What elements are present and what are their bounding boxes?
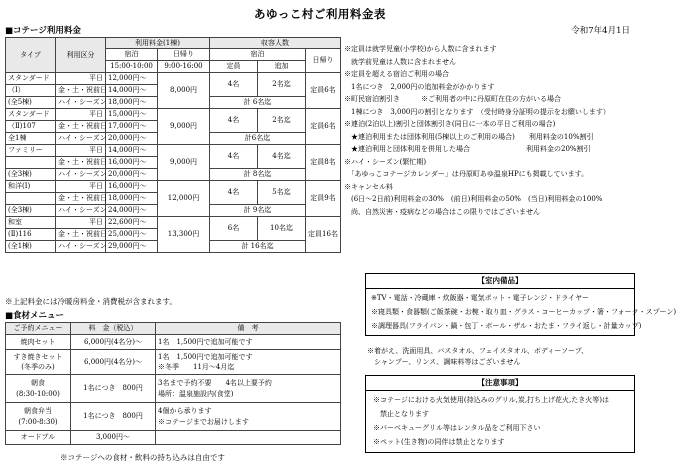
category-cell: 平日 [56, 217, 106, 229]
cottage-type [6, 193, 56, 205]
cottage-section-title: ■コテージ利用料金 [5, 26, 81, 36]
equipment-line: ※TV・電話・冷蔵庫・炊飯器・電気ポット・電子レンジ・ドライヤー [371, 294, 590, 302]
header-remarks: 備 考 [156, 323, 341, 335]
cottage-type: ファミリー [6, 145, 56, 157]
note-line: (6日～2日前)利用料金の30% (前日)利用料金の50% (当日)利用料金の100% [344, 195, 603, 203]
category-cell: 平日 [56, 109, 106, 121]
cottage-type: (全5棟) [6, 97, 56, 109]
header-day: 日帰り [158, 49, 210, 61]
caution-box [365, 375, 635, 453]
cottage-type: 和洋(Ⅰ) [6, 181, 56, 193]
menu-name-text: すき焼きセット [13, 352, 63, 361]
category-cell: 金・土・祝前日 [56, 85, 106, 97]
menu-name-text: 朝食弁当 [24, 406, 52, 415]
capacity-fixed: 4名 [210, 109, 258, 133]
header-stay-time: 15:00-10:00 [106, 61, 158, 73]
caution-line: ※ペット(生き物)の同伴は禁止となります [373, 438, 505, 446]
note-line: ※キャンセル料 [344, 182, 393, 191]
cottage-type: 全1棟 [6, 133, 56, 145]
category-cell: ハイ・シーズン [56, 241, 106, 253]
menu-price: 3,000円～ [71, 431, 156, 445]
day-price: 13,300円 [158, 217, 210, 253]
menu-name-text: 朝食 [31, 378, 45, 387]
cottage-footnote: ※上記料金には冷暖房料金・消費税が含まれます。 [5, 297, 177, 306]
remark-line: 3名まで予約不要 4名以上要予約 [158, 378, 272, 387]
cottage-type: (全3棟) [6, 169, 56, 181]
menu-price: 1名につき 800円 [71, 375, 156, 403]
price-cell: 16,000円～ [106, 181, 158, 193]
menu-price: 6,000円(4名分)～ [71, 350, 156, 375]
category-cell: 金・土・祝前日 [56, 193, 106, 205]
capacity-extra: 2名迄 [258, 109, 306, 133]
day-capacity: 定員6名 [306, 73, 341, 109]
capacity-extra: 5名迄 [258, 181, 306, 205]
category-cell: 金・土・祝前日 [56, 121, 106, 133]
cottage-type: (全3棟) [6, 205, 56, 217]
capacity-total: 計 9名迄 [210, 205, 306, 217]
capacity-extra: 4名迄 [258, 145, 306, 169]
header-fee: 利用料金(1棟) [106, 38, 210, 49]
price-cell: 14,000円～ [106, 85, 158, 97]
header-fixed: 定員 [210, 61, 258, 73]
cottage-price-table [5, 37, 341, 253]
capacity-extra: 2名迄 [258, 73, 306, 97]
menu-name [6, 335, 71, 350]
meal-menu-table [5, 322, 341, 445]
category-cell: ハイ・シーズン [56, 205, 106, 217]
note-line: ※定員を超える宿泊ご利用の場合 [344, 70, 449, 78]
caution-line: 禁止となります [373, 410, 429, 418]
amenity-note-line: ※着がえ、洗面用具、バスタオル、フェイスタオル、ボディーソープ、 [367, 347, 589, 355]
cottage-type: 和室 [6, 217, 56, 229]
menu-sub-text: (冬季のみ) [21, 362, 55, 371]
menu-name-text: オードブル [20, 433, 56, 441]
price-cell: 29,000円～ [106, 241, 158, 253]
menu-remarks [156, 375, 341, 403]
price-cell: 15,000円～ [106, 109, 158, 121]
cottage-type: (Ⅱ)116 [6, 229, 56, 241]
header-cap-day: 日帰り [306, 49, 341, 73]
note-line: 1棟につき 3,000円の割引となります （受付時身分証明の提示をお願いします） [344, 107, 610, 116]
capacity-extra: 10名迄 [258, 217, 306, 241]
menu-sub-text: (8:30-10:00) [16, 389, 60, 398]
issue-date: 令和7年4月1日 [571, 26, 630, 36]
cottage-type [6, 157, 56, 169]
price-cell: 22,600円～ [106, 217, 158, 229]
menu-sub-text: (7:00-8:30) [18, 417, 58, 426]
menu-remarks [156, 403, 341, 431]
cottage-type: （Ⅱ)107 [6, 121, 56, 133]
meal-footnote: ※コテージへの食材・飲料の持ち込みは自由です [60, 453, 225, 462]
equipment-box [365, 273, 676, 336]
remark-line: 1名 1,500円で追加可能です [158, 352, 253, 361]
price-cell: 14,000円～ [106, 145, 158, 157]
menu-price: 6,000円(4名分)～ [71, 335, 156, 350]
category-cell: 平日 [56, 181, 106, 193]
capacity-fixed: 4名 [210, 73, 258, 97]
day-capacity: 定員6名 [306, 109, 341, 145]
equipment-line: ※調理器具(フライパン・鍋・包丁・ボール・ザル・おたま・フライ返し・計量カップ) [371, 322, 642, 330]
header-day-time: 9:00-16:00 [158, 61, 210, 73]
price-cell: 20,000円～ [106, 133, 158, 145]
category-cell: 平日 [56, 145, 106, 157]
capacity-fixed: 4名 [210, 181, 258, 205]
remark-line: ※コテージまでお届けします [158, 417, 249, 426]
menu-remarks: 1名 1,500円で追加可能です [156, 335, 341, 350]
note-line: 1名につき 2,000円の追加料金がかかります [344, 82, 495, 91]
price-cell: 18,000円～ [106, 193, 158, 205]
remark-line: 4個から承ります [158, 406, 212, 415]
note-line: ★連泊利用と団体利用を併用した場合 利用料金の20%割引 [344, 145, 591, 153]
note-line: ※町民宿泊割引き ※ご利用者の中に丹原町在住の方がいる場合 [344, 95, 561, 103]
header-extra: 追加 [258, 61, 306, 73]
category-cell: 平日 [56, 73, 106, 85]
category-cell: ハイ・シーズン [56, 133, 106, 145]
menu-name [6, 350, 71, 375]
price-cell: 16,000円～ [106, 157, 158, 169]
menu-name [6, 403, 71, 431]
header-stay: 宿泊 [106, 49, 158, 61]
price-cell: 24,000円～ [106, 205, 158, 217]
capacity-total: 計 6名迄 [210, 97, 306, 109]
amenity-note-line: シャンプー、リンス、調味料等はございません [367, 358, 521, 366]
header-menu: ご予約メニュー [6, 323, 71, 335]
menu-price: 1名につき 800円 [71, 403, 156, 431]
day-price: 12,000円 [158, 181, 210, 217]
category-cell: 金・土・祝前日 [56, 229, 106, 241]
price-cell: 18,000円～ [106, 97, 158, 109]
price-cell: 25,000円～ [106, 229, 158, 241]
caution-line: ※バーベキューグリル等はレンタル品をご利用下さい [373, 424, 541, 432]
note-line: 「あゆっこコテージカレンダー」は丹原町あゆ温泉HPにも掲載しています。 [344, 170, 589, 178]
day-capacity: 定員16名 [306, 217, 341, 253]
menu-name [6, 375, 71, 403]
menu-name [6, 431, 71, 445]
note-line: ※定員は就学児童(小学校)から人数に含まれます [344, 45, 497, 53]
note-line: 尚、自然災害・疫病などの場合はこの限りではございません [344, 207, 540, 216]
day-price: 8,000円 [158, 73, 210, 109]
cottage-type: (全1棟) [6, 241, 56, 253]
cottage-type: スタンダード [6, 109, 56, 121]
menu-remarks [156, 350, 341, 375]
capacity-total: 計 16名迄 [210, 241, 306, 253]
category-cell: ハイ・シーズン [56, 97, 106, 109]
note-line: ※連泊(2泊以上)割引と団体割引き(同日に一本の平日ご利用の場合) [344, 120, 556, 128]
capacity-total: 計 8名迄 [210, 169, 306, 181]
header-type: タイプ [6, 38, 56, 73]
price-cell: 12,000円～ [106, 73, 158, 85]
capacity-total: 計6名迄 [210, 133, 306, 145]
capacity-fixed: 4名 [210, 145, 258, 169]
day-capacity: 定員9名 [306, 181, 341, 217]
caution-title: 【注意事項】 [366, 376, 634, 391]
remark-line: ※冬季 11月～4月迄 [158, 362, 235, 371]
header-category: 利用区分 [56, 38, 106, 73]
price-cell: 17,000円～ [106, 121, 158, 133]
cottage-type: スタンダード [6, 73, 56, 85]
caution-line: ※コテージにおける火気使用(持込みのグリル,炭,打ち上げ花火,たき火等)は [373, 396, 609, 404]
equipment-title: 【室内備品】 [366, 274, 634, 289]
menu-name-text: 焼肉セット [20, 337, 56, 346]
menu-remarks [156, 431, 341, 445]
day-price: 9,000円 [158, 109, 210, 145]
cottage-type: （Ⅰ） [6, 85, 56, 97]
notes-block [344, 43, 636, 218]
category-cell: ハイ・シーズン [56, 169, 106, 181]
note-line: ※ハイ・シーズン(繁忙期) [344, 157, 427, 166]
price-cell: 20,000円～ [106, 169, 158, 181]
header-cap-stay: 宿泊 [210, 49, 306, 61]
day-capacity: 定員8名 [306, 145, 341, 181]
capacity-fixed: 6名 [210, 217, 258, 241]
note-line: 就学前児童は人数に含まれません [344, 57, 456, 66]
equipment-line: ※寝具類・食器類(ご飯茶碗・お椀・取り皿・グラス・コーヒーカップ・箸・フォーク・スプーン) [371, 308, 676, 316]
note-line: ★連泊利用または団体利用(5棟以上のご利用の場合) 利用料金の10%割引 [344, 132, 594, 141]
header-capacity: 収容人数 [210, 38, 341, 49]
page-title: あゆっこ村ご利用料金表 [254, 7, 386, 21]
header-price: 料 金（税込） [71, 323, 156, 335]
category-cell: 金・土・祝前日 [56, 157, 106, 169]
day-price: 9,000円 [158, 145, 210, 181]
meal-section-title: ■食材メニュー [5, 311, 65, 321]
remark-line: 場所：温泉施設内(食堂) [158, 389, 234, 398]
